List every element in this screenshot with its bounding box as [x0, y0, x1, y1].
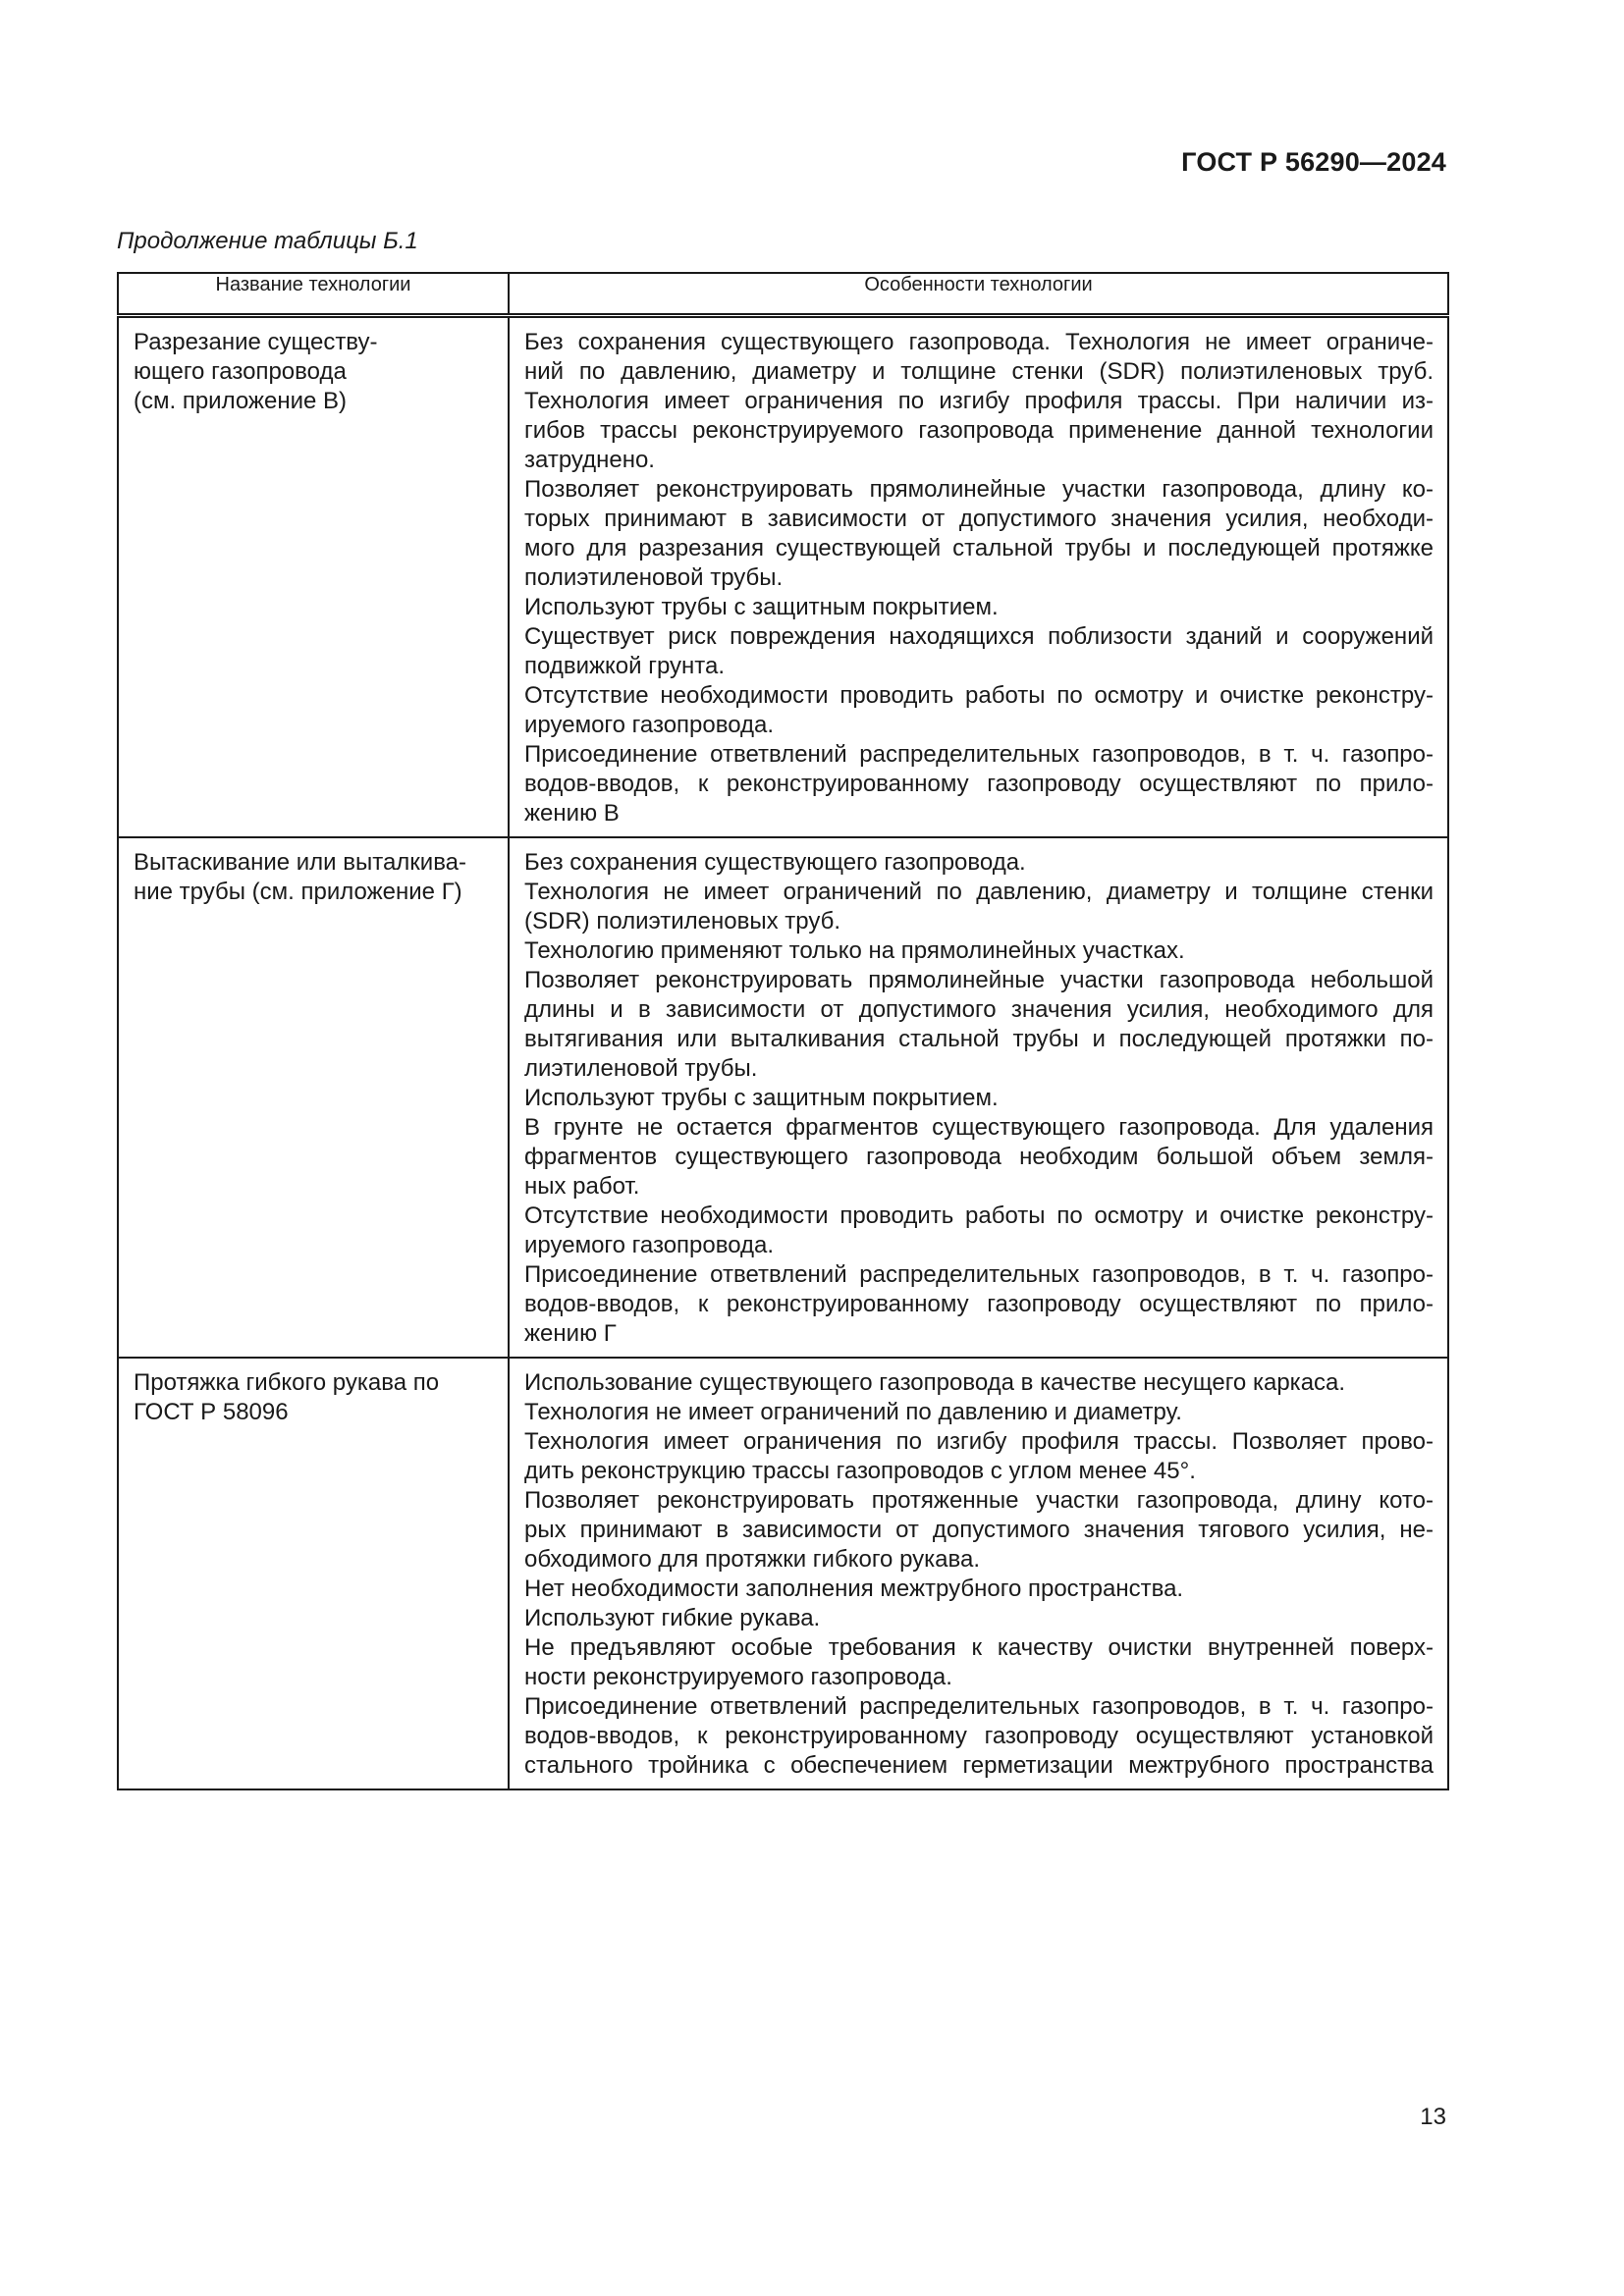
text-line: длины и в зависимости от допустимого значения усилия, необходимого для: [524, 996, 1434, 1023]
text-line: фрагментов существующего газопровода необходим большой объем земля-: [524, 1144, 1434, 1170]
text-line: Технология не имеет ограничений по давлению и диаметру.: [524, 1399, 1182, 1425]
table-row: [118, 1358, 1448, 1789]
technology-features-cell: [509, 1358, 1448, 1789]
text-line: ности реконструируемого газопровода.: [524, 1664, 952, 1690]
text-line: полиэтиленовой трубы.: [524, 564, 784, 591]
text-line: Использование существующего газопровода в качестве несущего каркаса.: [524, 1369, 1346, 1396]
table-row: [118, 316, 1448, 838]
technology-name-cell: [118, 1358, 509, 1789]
text-line: водов-вводов, к реконструированному газопроводу осуществляют по прило-: [524, 1291, 1434, 1317]
table-row: [118, 837, 1448, 1358]
text-line: Позволяет реконструировать протяженные участки газопровода, длину кото-: [524, 1487, 1434, 1514]
text-line: жению В: [524, 800, 620, 827]
text-line: Отсутствие необходимости проводить работы по осмотру и очистке реконстру-: [524, 1202, 1434, 1229]
text-line: Присоединение ответвлений распределительных газопроводов, в т. ч. газопро-: [524, 741, 1434, 768]
text-line: обходимого для протяжки гибкого рукава.: [524, 1546, 981, 1573]
text-line: Технология не имеет ограничений по давлению, диаметру и толщине стенки: [524, 879, 1434, 905]
text-line: Без сохранения существующего газопровода. Технология не имеет ограниче-: [524, 329, 1434, 355]
text-line: лиэтиленовой трубы.: [524, 1055, 758, 1082]
table-header-row: [118, 273, 1448, 316]
text-line: Используют трубы с защитным покрытием.: [524, 1085, 999, 1111]
text-line: Позволяет реконструировать прямолинейные участки газопровода небольшой: [524, 967, 1434, 993]
text-line: Не предъявляют особые требования к качеству очистки внутренней поверх-: [524, 1634, 1434, 1661]
page-number: 13: [1420, 2104, 1446, 2130]
text-line: затруднено.: [524, 447, 655, 473]
text-line: рых принимают в зависимости от допустимого значения тягового усилия, не-: [524, 1517, 1434, 1543]
text-line: подвижкой грунта.: [524, 653, 726, 679]
text-line: водов-вводов, к реконструированному газопроводу осуществляют установкой: [524, 1723, 1434, 1749]
text-line: жению Г: [524, 1320, 617, 1347]
technology-name-cell: [118, 316, 509, 838]
text-line: Существует риск повреждения находящихся поблизости зданий и сооружений: [524, 623, 1434, 650]
text-line: стального тройника с обеспечением герметизации межтрубного пространства: [524, 1752, 1434, 1779]
text-line: Протяжка гибкого рукава по: [134, 1369, 440, 1396]
text-line: Позволяет реконструировать прямолинейные участки газопровода, длину ко-: [524, 476, 1434, 503]
technology-features-cell: [509, 837, 1448, 1358]
text-line: мого для разрезания существующей стальной трубы и последующей протяжке: [524, 535, 1434, 561]
text-line: Используют трубы с защитным покрытием.: [524, 594, 999, 620]
text-line: торых принимают в зависимости от допустимого значения усилия, необходи-: [524, 506, 1434, 532]
text-line: ний по давлению, диаметру и толщине стенки (SDR) полиэтиленовых труб.: [524, 358, 1434, 385]
text-line: (см. приложение В): [134, 388, 348, 414]
text-line: Разрезание существу-: [134, 329, 378, 355]
column-header-features: Особенности технологии: [509, 273, 1448, 316]
text-line: Технология имеет ограничения по изгибу профиля трассы. При наличии из-: [524, 388, 1434, 414]
text-line: ируемого газопровода.: [524, 1232, 775, 1258]
text-line: Присоединение ответвлений распределительных газопроводов, в т. ч. газопро-: [524, 1693, 1434, 1720]
table-caption: Продолжение таблицы Б.1: [117, 228, 418, 254]
text-line: ГОСТ Р 58096: [134, 1399, 289, 1425]
text-line: Присоединение ответвлений распределительных газопроводов, в т. ч. газопро-: [524, 1261, 1434, 1288]
text-line: Технология имеет ограничения по изгибу профиля трассы. Позволяет прово-: [524, 1428, 1434, 1455]
text-line: водов-вводов, к реконструированному газопроводу осуществляют по прило-: [524, 771, 1434, 797]
text-line: Нет необходимости заполнения межтрубного пространства.: [524, 1575, 1184, 1602]
text-line: (SDR) полиэтиленовых труб.: [524, 908, 841, 934]
technology-features-cell: [509, 316, 1448, 838]
text-line: ющего газопровода: [134, 358, 347, 385]
text-line: гибов трассы реконструируемого газопровода применение данной технологии: [524, 417, 1434, 444]
column-header-name: Название технологии: [118, 273, 509, 316]
text-line: Отсутствие необходимости проводить работы по осмотру и очистке реконстру-: [524, 682, 1434, 709]
text-line: В грунте не остается фрагментов существующего газопровода. Для удаления: [524, 1114, 1434, 1141]
text-line: ируемого газопровода.: [524, 712, 775, 738]
text-line: ных работ.: [524, 1173, 640, 1200]
text-line: Без сохранения существующего газопровода.: [524, 849, 1026, 876]
document-header: ГОСТ Р 56290—2024: [1181, 147, 1446, 177]
technology-name-cell: [118, 837, 509, 1358]
text-line: ние трубы (см. приложение Г): [134, 879, 462, 905]
technology-table: [117, 272, 1449, 1790]
text-line: дить реконструкцию трассы газопроводов с углом менее 45°.: [524, 1458, 1196, 1484]
text-line: Вытаскивание или выталкива-: [134, 849, 467, 876]
text-line: Технологию применяют только на прямолинейных участках.: [524, 937, 1185, 964]
text-line: Используют гибкие рукава.: [524, 1605, 821, 1631]
text-line: вытягивания или выталкивания стальной трубы и последующей протяжки по-: [524, 1026, 1434, 1052]
